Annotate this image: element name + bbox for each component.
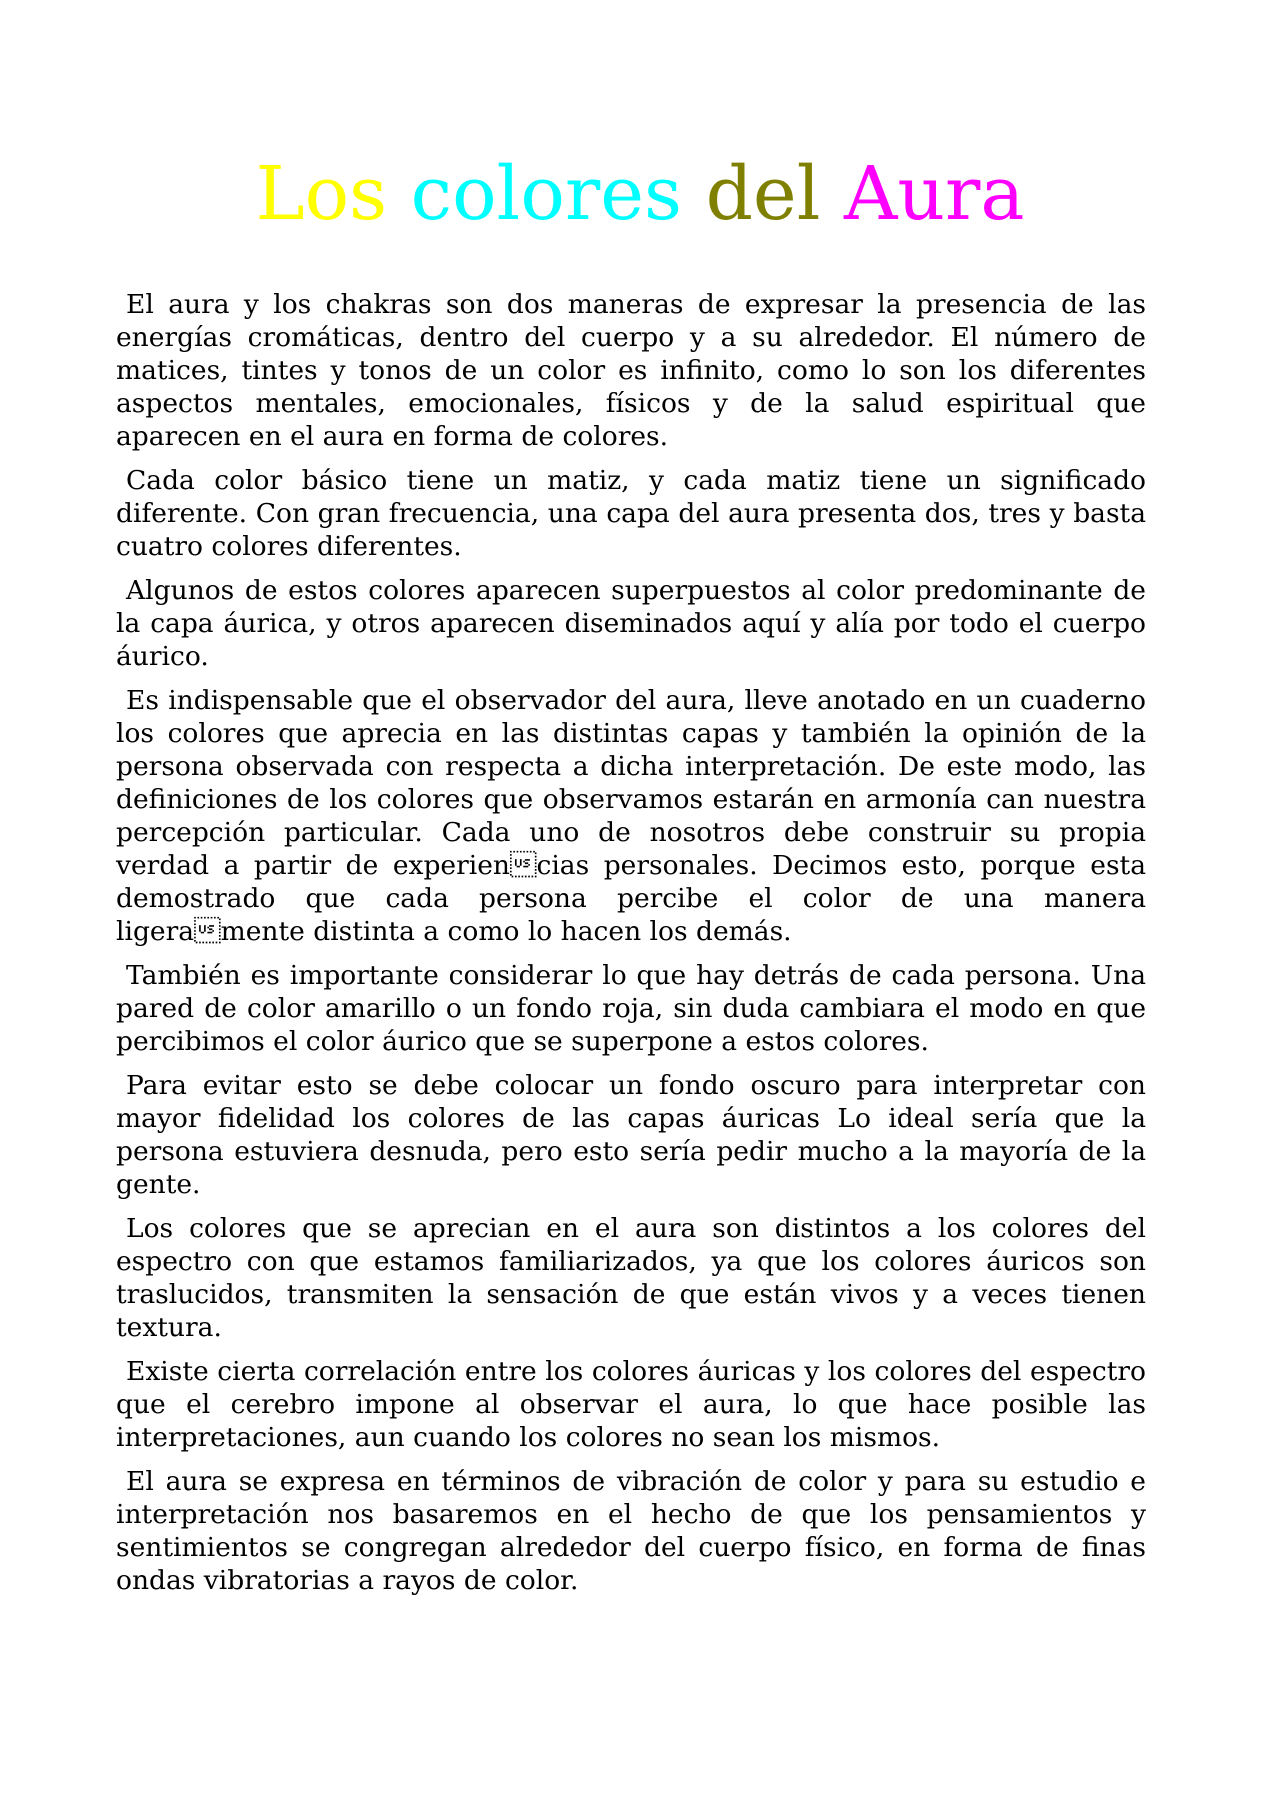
title-word-aura: Aura [843, 151, 1025, 237]
paragraph: Existe cierta correlación entre los colores áuricas y los colores del espectro que el cerebro impone al observar el aura, lo que hace posible las interpretaciones, aun cuando los colores no sean los mismos. [116, 1356, 1146, 1453]
body-text [116, 288, 1146, 1608]
title-word-los: Los [255, 151, 388, 237]
paragraph: El aura y los chakras son dos maneras de expresar la presencia de las energías cromáticas, dentro del cuerpo y a su alrededor. El número de matices, tintes y tonos de un color es infinito, como lo son los diferentes aspectos mentales, emocionales, físicos y de la salud espiritual que aparecen en el aura en forma de colores. [116, 289, 1146, 452]
title-word-del: del [705, 151, 821, 237]
paragraph: Cada color básico tiene un matiz, y cada matiz tiene un significado diferente. Con gran frecuencia, una capa del aura presenta dos, tres y basta cuatro colores diferentes. [116, 465, 1146, 562]
paragraph: Es indispensable que el observador del aura, lleve anotado en un cuaderno los colores que aprecia en las distintas capas y también la opinión de la persona observada con respecta a dicha interpretación. De este modo, las definiciones de los colores que observamos estarán en armonía can nuestra percepción particular. Cada uno de nosotros debe construir su propia verdad a partir de experien cias personales. Decimos esto, porque esta demostrado que cada persona percibe el color de una manera ligera mente distinta a como lo hacen los demás. [116, 685, 1146, 947]
title-word-colores: colores [410, 151, 683, 237]
paragraph: Para evitar esto se debe colocar un fondo oscuro para interpretar con mayor fidelidad los colores de las capas áuricas Lo ideal sería que la persona estuviera desnuda, pero esto sería pedir mucho a la mayoría de la gente. [116, 1070, 1146, 1200]
paragraph: Los colores que se aprecian en el aura son distintos a los colores del espectro con que estamos familiarizados, ya que los colores áuricos son traslucidos, transmiten la sensación de que están vivos y a veces tienen textura. [116, 1213, 1146, 1343]
paragraph: También es importante considerar lo que hay detrás de cada persona. Una pared de color amarillo o un fondo roja, sin duda cambiara el modo en que percibimos el color áurico que se superpone a estos colores. [116, 960, 1146, 1057]
paragraph: Algunos de estos colores aparecen superpuestos al color predominante de la capa áurica, y otros aparecen diseminados aquí y alía por todo el cuerpo áurico. [116, 575, 1146, 672]
page-title [0, 150, 1280, 239]
paragraph: El aura se expresa en términos de vibración de color y para su estudio e interpretación nos basaremos en el hecho de que los pensamientos y sentimientos se congregan alrededor del cuerpo físico, en forma de finas ondas vibratorias a rayos de color. [116, 1466, 1146, 1596]
